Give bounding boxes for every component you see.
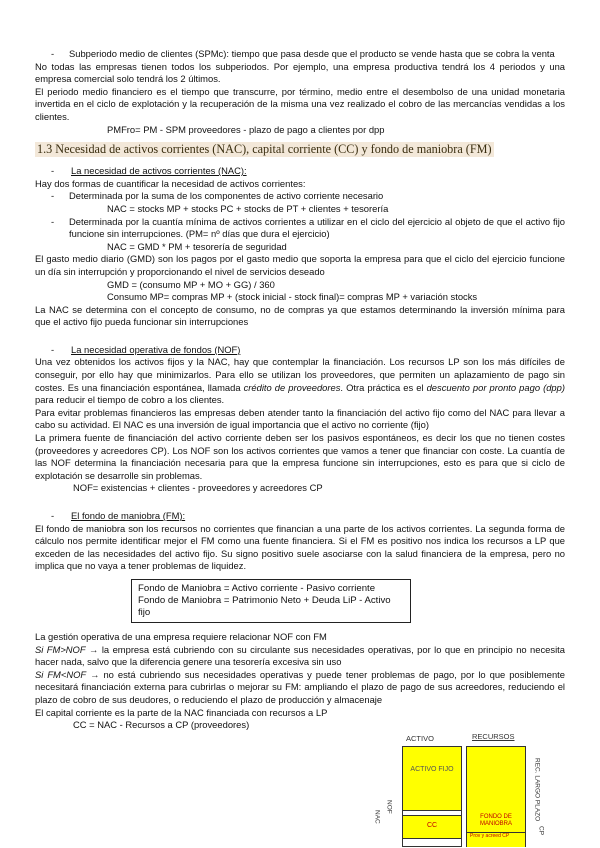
diagram-activo-column (402, 746, 462, 847)
dash-bullet-icon: - (51, 48, 55, 59)
fm-paragraph-2: La gestión operativa de una empresa requiere relacionar NOF con FM (35, 630, 327, 642)
consumo-formula: Consumo MP= compras MP + (stock inicial - stock final)= compras MP + variación stocks (107, 291, 478, 303)
dash-bullet-icon: - (51, 215, 55, 227)
fm-case-greater: Si FM>NOF → la empresa está cubriendo con su circulante sus necesidades operativas, por lo que en principio no necesita hacer nada, salvo que la diferencia genere una tesorería excesiva sin uso (35, 643, 565, 668)
diagram-recursos-lp-block (467, 747, 525, 811)
subsection-fm-title: - El fondo de maniobra (FM): (51, 510, 186, 521)
document-page (35, 48, 565, 732)
nac-bullet-1: - Determinada por la suma de los componentes de activo corriente necesario (51, 190, 384, 202)
formula-pmfro: PMFro= PM - SPM proveedores - plazo de pago a clientes por dpp (107, 123, 385, 135)
diagram-cc-block: CC (403, 815, 461, 839)
section-heading: 1.3 Necesidad de activos corrientes (NAC), capital corriente (CC) y fondo de maniobra (FM) (37, 142, 492, 157)
gmd-formula: GMD = (consumo MP + MO + GG) / 360 (107, 278, 275, 290)
nac-intro: Hay dos formas de cuantificar la necesidad de activos corrientes: (35, 177, 306, 189)
subsection-nof-title: - La necesidad operativa de fondos (NOF) (51, 343, 241, 355)
diagram-label-recursos: RECURSOS (472, 732, 515, 741)
balance-diagram (362, 730, 548, 845)
nof-paragraph-3: La primera fuente de financiación del activo corriente deben ser los pasivos espontáneos, es decir los que no tienen costes (proveedores y acreedores CP). Los NOF son los activos corrientes que vamos a tener que financiar con coste. La cuantía de las NOF determina la financiación necesaria para que la empresa funcione sin interrupciones, esto es para que si ciclo de explotación se desarrolle sin problemas. (35, 432, 565, 481)
diagram-label-cp: CP (537, 826, 545, 836)
subsection-nac-title: - La necesidad de activos corrientes (NAC): (51, 165, 247, 177)
nac-conclusion: La NAC se determina con el concepto de consumo, no de compras ya que estamos determinando la inversión mínima para que el activo fijo pueda funcionar sin interrupciones (35, 303, 565, 328)
fm-formula-1: Fondo de Maniobra = Activo corriente - Pasivo corriente (138, 582, 376, 594)
paragraph-pmf: El periodo medio financiero es el tiempo que transcurre, por término, medio entre el desembolso de una unidad monetaria invertida en el ciclo de explotación y la recuperación de la misma una vez realizado el cobro de las mercancías vendidas a los clientes. (35, 85, 565, 122)
paragraph-subperiodos: No todas las empresas tienen todos los subperiodos. Por ejemplo, una empresa productiva tendrá los 4 periodos y una empresa comercial solo tendrá los 2 últimos. (35, 60, 565, 85)
diagram-label-activo: ACTIVO (406, 734, 434, 743)
diagram-prov-block: Prov y acreed CP (467, 832, 525, 847)
fm-case-less: Si FM<NOF → no está cubriendo sus necesidades operativas y puede tener problemas de pago, por lo que posiblemente necesitará financiación externa para cubrirlas o mejorar su FM: ampliando el plazo de pago de sus acreedores, reduciendo el plazo de cobro de sus deudores, o reduciendo el plazo de producción y almacenaje (35, 668, 565, 705)
cc-paragraph: El capital corriente es la parte de la NAC financiada con recursos a LP (35, 706, 328, 718)
dash-bullet-icon: - (51, 190, 55, 202)
gmd-paragraph: El gasto medio diario (GMD) son los pagos por el gasto medio que soporta la empresa para que el ciclo del ejercicio funcione un día sin interrupción y proporcionando el nivel de servicios deseado (35, 253, 565, 277)
fm-formula-2: Fondo de Maniobra = Patrimonio Neto + Deuda LiP - Activo fijo (138, 594, 391, 618)
nof-formula: NOF= existencias + clientes - proveedores y acreedores CP (73, 482, 323, 494)
diagram-recursos-column (466, 746, 526, 847)
nac-formula-2: NAC = GMD * PM + tesorería de seguridad (107, 240, 287, 252)
fm-formula-box (131, 579, 411, 623)
bullet-spmc: - Subperiodo medio de clientes (SPMc): tiempo que pasa desde que el producto se vende hasta que se cobra la venta (51, 48, 555, 59)
diagram-label-rec-lp: REC. LARGO PLAZO (533, 758, 541, 822)
fm-paragraph-1: El fondo de maniobra son los recursos no corrientes que financian a una parte de los activos corrientes. La segunda forma de cálculo nos permite identificar mejor el FM como una fuente financiera. Si el FM es positivo nos indica los recursos a LP que exceden de las necesidades del activo fijo. Su signo positivo suele asociarse con la salud financiera de la empresa, pero no implica que no vaya a tener problemas de liquidez. (35, 522, 565, 572)
nof-paragraph-2: Para evitar problemas financieros las empresas deben atender tanto la financiación del activo fijo como del NAC para llevar a cabo su actividad. El NAC es una inversión de igual importancia que el activo no corriente (fijo) (35, 406, 565, 431)
diagram-label-nac: NAC (373, 810, 381, 824)
nac-formula-1: NAC = stocks MP + stocks PC + stocks de PT + clientes + tesorería (107, 202, 389, 214)
cc-formula: CC = NAC - Recursos a CP (proveedores) (73, 719, 250, 731)
nof-paragraph-1: Una vez obtenidos los activos fijos y la NAC, hay que contemplar la financiación. Los recursos LP son los más difíciles de conseguir, por ello hay que minimizarlos. Para ello se utilizan los proveedores, que permiten un aplazamiento de pago sin costes. Es una financiación espontánea, llamada crédito de proveedores. Otra práctica es el descuento por pronto pago (dpp) para reducir el tiempo de cobro a los clientes. (35, 356, 565, 406)
nac-bullet-2: - Determinada por la cuantía mínima de activos corrientes a utilizar en el ciclo del ejercicio al objeto de que el activo fijo funcione sin interrupciones. (PM= nº días que dura el ejercicio) (51, 215, 565, 240)
diagram-fondo-maniobra-block: FONDO DE MANIOBRA (467, 810, 525, 832)
diagram-activo-fijo-block: ACTIVO FIJO (403, 747, 461, 811)
diagram-label-nof: NOF (385, 800, 393, 814)
